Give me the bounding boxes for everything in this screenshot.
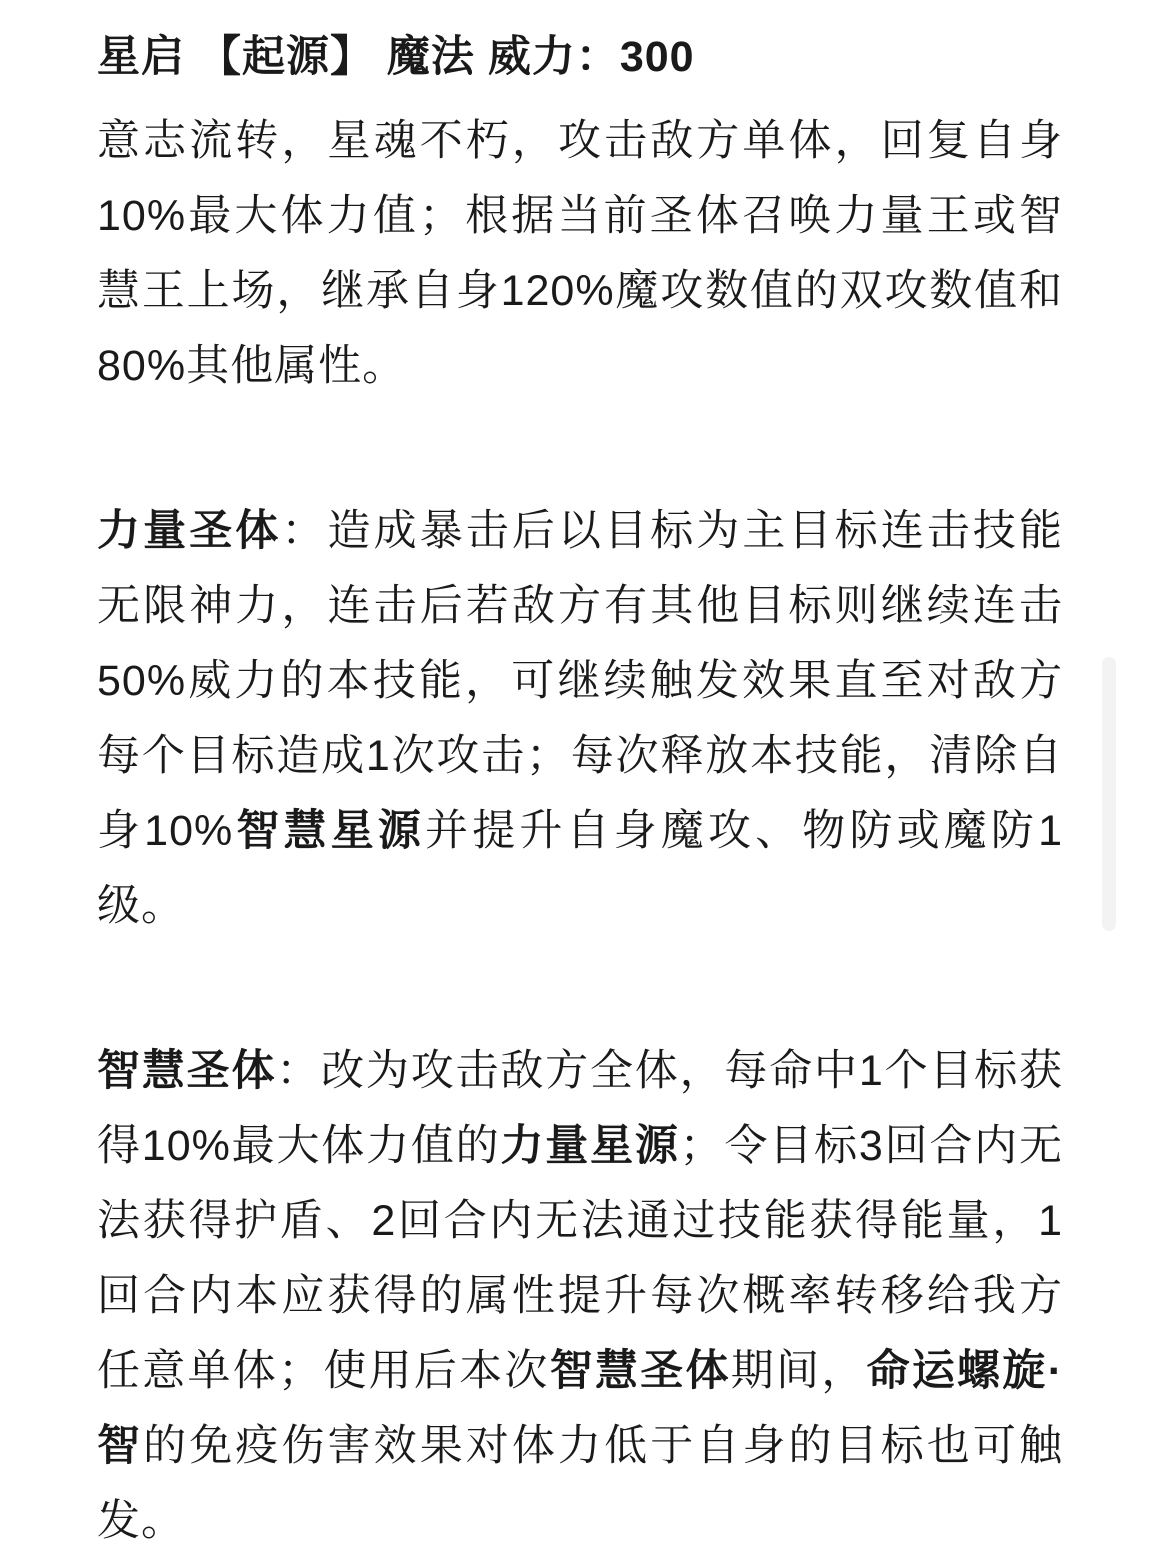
- skill-paragraph-2: [97, 494, 1063, 944]
- skill-title: 星启 【起源】 魔法 威力：300: [97, 33, 695, 81]
- text-segment: 期间，: [730, 1347, 867, 1395]
- bold-term: 命运螺旋·智: [97, 1347, 1064, 1470]
- scrollbar-thumb[interactable]: [1102, 657, 1116, 931]
- text-segment: 意志流转，星魂不朽，攻击敌方单体，回复自身10%最大体力值；根据当前圣体召唤力量王或智慧王上场，继承自身120%魔攻数值的双攻数值和80%其他属性。: [97, 117, 1063, 390]
- text-segment: 的免疫伤害效果对体力低于自身的目标也可触发。: [97, 1422, 1064, 1545]
- text-segment: ：造成暴击后以目标为主目标连击技能无限神力，连击后若敌方有其他目标则继续连击50%威力的本技能，可继续触发效果直至对敌方每个目标造成1次攻击；每次释放本技能，清除自身10%: [97, 507, 1064, 855]
- bold-term: 智慧星源: [233, 807, 426, 855]
- bold-term: 智慧圣体: [97, 1047, 277, 1095]
- bold-term: 力量星源: [500, 1122, 680, 1170]
- text-segment: 并提升自身魔攻、物防或魔防1级。: [97, 807, 1063, 930]
- skill-paragraphs: [97, 104, 1063, 1559]
- skill-description-panel: [97, 20, 1063, 1559]
- bold-term: 力量圣体: [97, 507, 282, 555]
- text-segment: ；令目标3回合内无法获得护盾、2回合内无法通过技能获得能量，1回合内本应获得的属性提升每次概率转移给我方任意单体；使用后本次: [97, 1122, 1063, 1395]
- skill-paragraph-1: [97, 104, 1063, 404]
- skill-paragraph-3: [97, 1034, 1063, 1559]
- text-segment: ：改为攻击敌方全体，每命中1个目标获得10%最大体力值的: [97, 1047, 1064, 1170]
- bold-term: 智慧圣体: [549, 1347, 731, 1395]
